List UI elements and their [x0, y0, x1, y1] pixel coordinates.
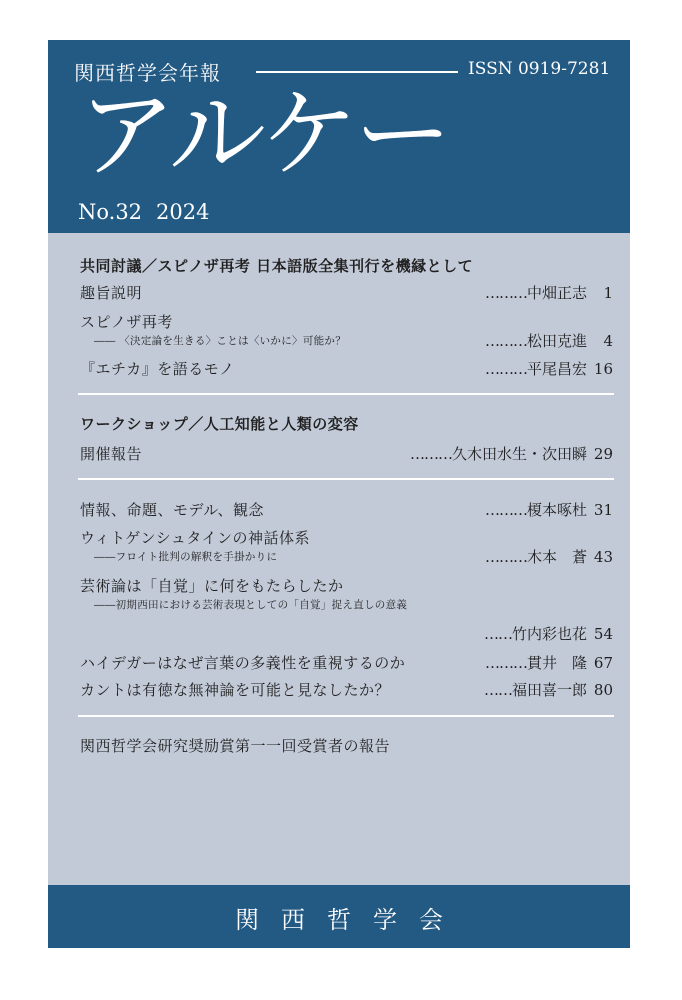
issue-number: No.32 [78, 200, 143, 224]
toc-entry-byline [485, 358, 613, 379]
publisher-name: 関西哲学会 [235, 906, 465, 934]
section-divider [78, 393, 614, 395]
toc-entry-title: ウィトゲンシュタインの神話体系 [80, 529, 311, 547]
issue-year: 2024 [156, 200, 210, 224]
section-divider [78, 478, 614, 480]
leader-dots: …… [483, 681, 512, 699]
toc-entry-title: 開催報告 [80, 445, 143, 463]
toc-entry-author: 竹内彩也花 [511, 625, 587, 643]
toc-entry-author: 平尾昌宏 [526, 360, 587, 378]
toc-entry-byline [485, 330, 613, 351]
toc-entry-author: 福田喜一郎 [511, 681, 587, 699]
toc-entry-page: 4 [603, 332, 613, 350]
toc-entry-page: 1 [603, 284, 613, 302]
leader-dots: ……… [484, 501, 527, 519]
series-name: 関西哲学会年報 [74, 61, 221, 85]
toc-entry-author: 木本 蒼 [526, 548, 587, 566]
toc-entry-title: ハイデガーはなぜ言葉の多義性を重視するのか [80, 654, 406, 672]
toc-entry-title: スピノザ再考 [80, 313, 173, 331]
toc-entry-title: 芸術論は「自覚」に何をもたらしたか [80, 577, 344, 595]
section-heading-workshop: ワークショップ／人工知能と人類の変容 [80, 415, 359, 433]
toc-entry-title: 『エチカ』を語るモノ [80, 360, 235, 378]
section-divider [78, 715, 614, 717]
toc-entry-title: 情報、命題、モデル、観念 [80, 501, 265, 519]
toc-entry-page: 29 [593, 445, 613, 463]
toc-entry-byline [485, 282, 613, 303]
leader-dots: ……… [484, 654, 527, 672]
leader-dots: ……… [484, 284, 527, 302]
toc-entry-byline [485, 652, 613, 673]
toc-entry-page: 16 [593, 360, 613, 378]
toc-entry-author: 松田克進 [526, 332, 587, 350]
toc-entry-byline [484, 679, 613, 700]
toc-entry-byline [485, 499, 613, 520]
toc-entry-title: カントは有徳な無神論を可能と見なしたか？ [80, 681, 391, 699]
toc-entry-author: 榎本啄杜 [526, 501, 587, 519]
header-rule [256, 71, 458, 73]
toc-entry-author: 中畑正志 [526, 284, 587, 302]
toc-entry-subtitle: ――初期西田における芸術表現としての「自覚」捉え直しの意義 [94, 599, 408, 611]
toc-entry-subtitle: ―― 〈決定論を生きる〉ことは〈いかに〉可能か？ [94, 335, 347, 347]
toc-entry-page: 54 [593, 625, 613, 643]
leader-dots: ……… [484, 360, 527, 378]
leader-dots: ……… [409, 445, 452, 463]
toc-entry-byline [485, 546, 613, 567]
toc-entry-byline [484, 623, 613, 644]
toc-entry-author: 久木田水生・次田瞬 [451, 445, 587, 463]
toc-entry-page: 67 [593, 654, 613, 672]
leader-dots: …… [483, 625, 512, 643]
toc-entry-title: 趣旨説明 [80, 284, 143, 302]
issue-info [78, 200, 210, 224]
cover-footer [48, 885, 630, 948]
toc-entry-author: 貫井 隆 [526, 654, 587, 672]
toc-entry-page: 80 [593, 681, 613, 699]
toc-entry-byline [410, 443, 613, 464]
issn: ISSN 0919-7281 [468, 59, 611, 79]
section-heading-symposium: 共同討議／スピノザ再考 日本語版全集刊行を機縁として [80, 257, 474, 275]
leader-dots: ……… [484, 548, 527, 566]
book-cover [48, 40, 630, 948]
cover-header [48, 40, 630, 233]
table-of-contents [48, 233, 630, 885]
toc-entry-page: 43 [593, 548, 613, 566]
journal-title: アルケー [78, 78, 449, 192]
leader-dots: ……… [484, 332, 527, 350]
toc-entry-subtitle: ――フロイト批判の解釈を手掛かりに [94, 551, 278, 563]
toc-entry-title: 関西哲学会研究奨励賞第一一回受賞者の報告 [80, 737, 391, 755]
toc-entry-page: 31 [593, 501, 613, 519]
